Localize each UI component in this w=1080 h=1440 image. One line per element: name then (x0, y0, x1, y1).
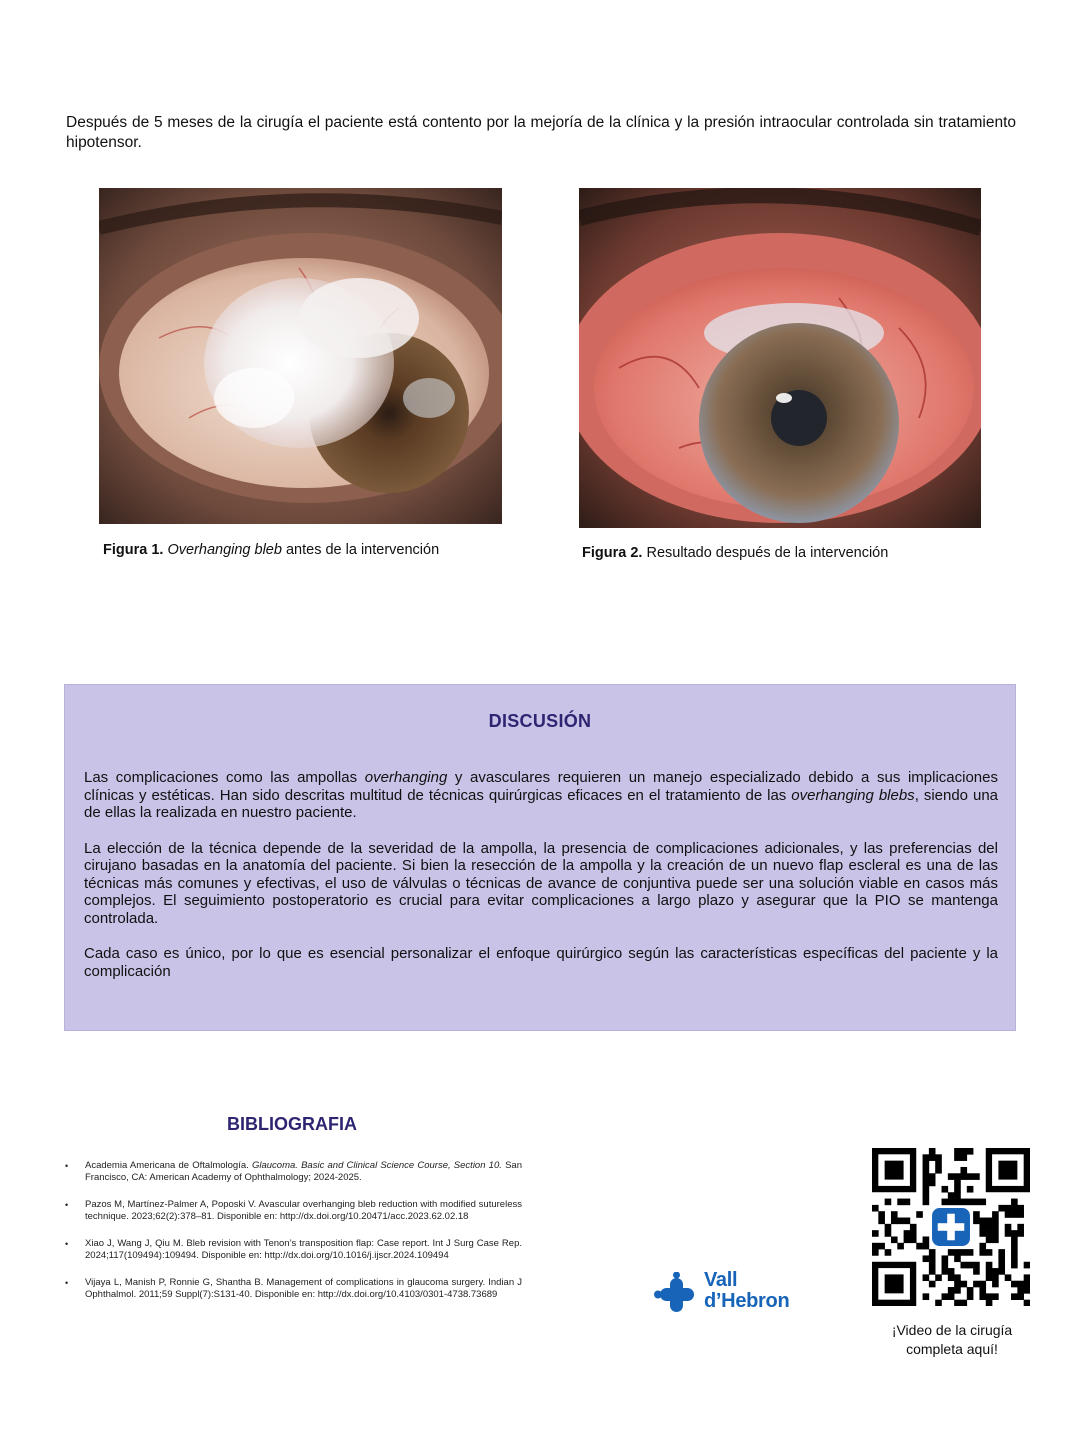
figure-2-photo (579, 188, 981, 528)
reference-item: • Academia Americana de Oftalmología. Glaucoma. Basic and Clinical Science Course, Section 10. San Francisco, CA: American Academy of Ophthalmology; 2024-2025. (65, 1160, 522, 1184)
discussion-paragraph-3: Cada caso es único, por lo que es esencial personalizar el enfoque quirúrgico según las características específicas del paciente y la complicación (84, 945, 998, 980)
hospital-cross-icon (654, 1272, 700, 1318)
discussion-title: DISCUSIÓN (488, 711, 592, 731)
figure-1-photo (99, 188, 502, 524)
discussion-box (64, 684, 1016, 1031)
intro-paragraph: Después de 5 meses de la cirugía el paciente está contento por la mejoría de la clínica y la presión intraocular controlada sin tratamiento hipotensor. (66, 114, 1016, 151)
bibliography-title: BIBLIOGRAFIA (227, 1114, 357, 1134)
figure-2-caption: Figura 2. Resultado después de la intervención (582, 545, 889, 561)
discussion-paragraph-2: La elección de la técnica depende de la severidad de la ampolla, la presencia de complicaciones adicionales, y las preferencias del cirujano basadas en la anatomía del paciente. Si bien la resección de la ampolla y la creación de un nuevo flap escleral es una de las técnicas más comunes y efectivas, el uso de válvulas o técnicas de avance de conjuntiva puede ser una solución viable en casos más complejos. El seguimiento postoperatorio es crucial para evitar complicaciones a largo plazo y asegurar que la PIO se mantenga controlada. (84, 839, 998, 927)
reference-item: • Vijaya L, Manish P, Ronnie G, Shantha B. Management of complications in glaucoma surgery. Indian J Ophthalmol. 2011;59 Suppl(7):S131-40. Disponible en: http://dx.doi.org/10.4103/0301-4738.73689 (65, 1277, 522, 1301)
logo-text-line1: Vall (704, 1269, 738, 1291)
vall-hebron-logo (654, 1270, 822, 1316)
qr-code[interactable] (872, 1148, 1030, 1306)
discussion-paragraph-1: Las complicaciones como las ampollas overhanging y avasculares requieren un manejo especializado debido a sus implicaciones clínicas y estéticas. Han sido descritas multitud de técnicas quirúrgicas eficaces en el tratamiento de las overhanging blebs, siendo una de ellas la realizada en nuestro paciente. (84, 769, 999, 821)
qr-caption: ¡Video de la cirugía completa aquí! (891, 1322, 1013, 1357)
bibliography-list (65, 1160, 522, 1316)
reference-item: • Pazos M, Martínez-Palmer A, Poposki V. Avascular overhanging bleb reduction with modified sutureless technique. 2023;62(2):378–81. Disponible en: http://dx.doi.org/10.20471/acc.2023.62.02.18 (65, 1199, 522, 1223)
figure-1-caption: Figura 1. Overhanging bleb antes de la intervención (103, 542, 440, 558)
logo-text-line2: d’Hebron (704, 1290, 790, 1312)
reference-item: • Xiao J, Wang J, Qiu M. Bleb revision with Tenon’s transposition flap: Case report. Int J Surg Case Rep. 2024;117(109494):109494. Disponible en: http://dx.doi.org/10.1016/j.ijscr.2024.109494 (65, 1238, 522, 1262)
